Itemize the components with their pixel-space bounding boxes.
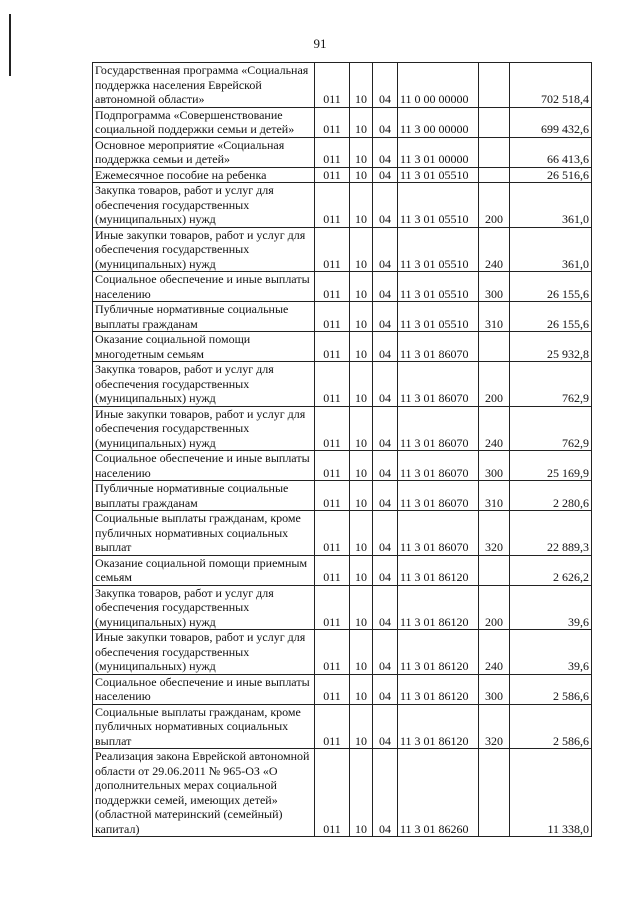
amount: 39,6	[510, 630, 592, 675]
table-row	[93, 749, 592, 837]
subsection-code: 04	[373, 183, 398, 228]
row-name: Социальные выплаты гражданам, кроме публичных нормативных социальных выплат	[93, 704, 315, 749]
section-code: 10	[350, 451, 373, 481]
table-row	[93, 362, 592, 407]
section-code: 10	[350, 227, 373, 272]
amount: 762,9	[510, 406, 592, 451]
subsection-code: 04	[373, 167, 398, 183]
ministry-code: 011	[315, 137, 350, 167]
expense-type-code	[479, 749, 510, 837]
expense-type-code: 320	[479, 511, 510, 556]
ministry-code: 011	[315, 183, 350, 228]
target-article-code: 11 3 01 86070	[398, 451, 479, 481]
target-article-code: 11 3 01 86070	[398, 332, 479, 362]
budget-table-body	[93, 63, 592, 837]
table-row	[93, 167, 592, 183]
ministry-code: 011	[315, 272, 350, 302]
ministry-code: 011	[315, 585, 350, 630]
row-name: Оказание социальной помощи многодетным семьям	[93, 332, 315, 362]
expense-type-code	[479, 63, 510, 108]
row-name: Иные закупки товаров, работ и услуг для обеспечения государственных (муниципальных) нужд	[93, 406, 315, 451]
ministry-code: 011	[315, 704, 350, 749]
target-article-code: 11 3 01 05510	[398, 227, 479, 272]
expense-type-code: 300	[479, 451, 510, 481]
row-name: Оказание социальной помощи приемным семьям	[93, 555, 315, 585]
ministry-code: 011	[315, 227, 350, 272]
target-article-code: 11 3 01 86260	[398, 749, 479, 837]
target-article-code: 11 3 01 05510	[398, 167, 479, 183]
row-name: Закупка товаров, работ и услуг для обеспечения государственных (муниципальных) нужд	[93, 362, 315, 407]
target-article-code: 11 0 00 00000	[398, 63, 479, 108]
expense-type-code: 240	[479, 227, 510, 272]
row-name: Реализация закона Еврейской автономной области от 29.06.2011 № 965-ОЗ «О дополнительных мерах социальной поддержки семей, имеющих детей» (областной материнский (семейный) капитал)	[93, 749, 315, 837]
table-row	[93, 704, 592, 749]
expense-type-code	[479, 107, 510, 137]
expense-type-code: 200	[479, 183, 510, 228]
target-article-code: 11 3 01 86070	[398, 481, 479, 511]
ministry-code: 011	[315, 451, 350, 481]
subsection-code: 04	[373, 749, 398, 837]
section-code: 10	[350, 481, 373, 511]
amount: 66 413,6	[510, 137, 592, 167]
amount: 22 889,3	[510, 511, 592, 556]
subsection-code: 04	[373, 555, 398, 585]
subsection-code: 04	[373, 272, 398, 302]
amount: 39,6	[510, 585, 592, 630]
subsection-code: 04	[373, 332, 398, 362]
section-code: 10	[350, 107, 373, 137]
amount: 26 155,6	[510, 302, 592, 332]
expense-type-code: 240	[479, 630, 510, 675]
section-code: 10	[350, 555, 373, 585]
row-name: Социальные выплаты гражданам, кроме публичных нормативных социальных выплат	[93, 511, 315, 556]
amount: 2 280,6	[510, 481, 592, 511]
table-row	[93, 272, 592, 302]
table-row	[93, 107, 592, 137]
table-row	[93, 555, 592, 585]
expense-type-code	[479, 555, 510, 585]
section-code: 10	[350, 63, 373, 108]
table-row	[93, 227, 592, 272]
target-article-code: 11 3 01 86120	[398, 704, 479, 749]
table-row	[93, 674, 592, 704]
section-code: 10	[350, 302, 373, 332]
subsection-code: 04	[373, 406, 398, 451]
ministry-code: 011	[315, 63, 350, 108]
subsection-code: 04	[373, 302, 398, 332]
subsection-code: 04	[373, 137, 398, 167]
subsection-code: 04	[373, 481, 398, 511]
expense-type-code: 310	[479, 302, 510, 332]
amount: 25 932,8	[510, 332, 592, 362]
subsection-code: 04	[373, 674, 398, 704]
table-row	[93, 406, 592, 451]
page-number: 91	[313, 36, 327, 51]
amount: 762,9	[510, 362, 592, 407]
target-article-code: 11 3 01 86120	[398, 630, 479, 675]
table-row	[93, 511, 592, 556]
table-row	[93, 585, 592, 630]
amount: 361,0	[510, 183, 592, 228]
expense-type-code: 310	[479, 481, 510, 511]
table-row	[93, 481, 592, 511]
ministry-code: 011	[315, 674, 350, 704]
target-article-code: 11 3 01 05510	[398, 302, 479, 332]
subsection-code: 04	[373, 63, 398, 108]
row-name: Закупка товаров, работ и услуг для обеспечения государственных (муниципальных) нужд	[93, 183, 315, 228]
amount: 25 169,9	[510, 451, 592, 481]
section-code: 10	[350, 332, 373, 362]
ministry-code: 011	[315, 511, 350, 556]
subsection-code: 04	[373, 704, 398, 749]
amount: 26 155,6	[510, 272, 592, 302]
target-article-code: 11 3 01 05510	[398, 272, 479, 302]
table-row	[93, 451, 592, 481]
section-code: 10	[350, 749, 373, 837]
row-name: Социальное обеспечение и иные выплаты населению	[93, 272, 315, 302]
table-row	[93, 332, 592, 362]
subsection-code: 04	[373, 585, 398, 630]
row-name: Основное мероприятие «Социальная поддержка семьи и детей»	[93, 137, 315, 167]
ministry-code: 011	[315, 362, 350, 407]
expense-type-code: 200	[479, 362, 510, 407]
expense-type-code: 200	[479, 585, 510, 630]
row-name: Публичные нормативные социальные выплаты гражданам	[93, 481, 315, 511]
subsection-code: 04	[373, 451, 398, 481]
amount: 2 586,6	[510, 704, 592, 749]
section-code: 10	[350, 674, 373, 704]
row-name: Закупка товаров, работ и услуг для обеспечения государственных (муниципальных) нужд	[93, 585, 315, 630]
ministry-code: 011	[315, 302, 350, 332]
row-name: Иные закупки товаров, работ и услуг для обеспечения государственных (муниципальных) нужд	[93, 227, 315, 272]
ministry-code: 011	[315, 167, 350, 183]
target-article-code: 11 3 01 86120	[398, 555, 479, 585]
expense-type-code: 300	[479, 674, 510, 704]
table-row	[93, 630, 592, 675]
expense-type-code: 240	[479, 406, 510, 451]
section-code: 10	[350, 167, 373, 183]
subsection-code: 04	[373, 227, 398, 272]
expense-type-code	[479, 332, 510, 362]
target-article-code: 11 3 00 00000	[398, 107, 479, 137]
table-row	[93, 302, 592, 332]
ministry-code: 011	[315, 332, 350, 362]
target-article-code: 11 3 01 86120	[398, 585, 479, 630]
amount: 2 586,6	[510, 674, 592, 704]
amount: 11 338,0	[510, 749, 592, 837]
amount: 2 626,2	[510, 555, 592, 585]
table-row	[93, 137, 592, 167]
expense-type-code	[479, 167, 510, 183]
row-name: Социальное обеспечение и иные выплаты населению	[93, 451, 315, 481]
section-code: 10	[350, 362, 373, 407]
row-name: Иные закупки товаров, работ и услуг для обеспечения государственных (муниципальных) нужд	[93, 630, 315, 675]
expense-type-code: 320	[479, 704, 510, 749]
ministry-code: 011	[315, 481, 350, 511]
section-code: 10	[350, 704, 373, 749]
amount: 702 518,4	[510, 63, 592, 108]
target-article-code: 11 3 01 86070	[398, 362, 479, 407]
section-code: 10	[350, 585, 373, 630]
ministry-code: 011	[315, 107, 350, 137]
expense-type-code: 300	[479, 272, 510, 302]
target-article-code: 11 3 01 86070	[398, 511, 479, 556]
subsection-code: 04	[373, 362, 398, 407]
amount: 699 432,6	[510, 107, 592, 137]
ministry-code: 011	[315, 749, 350, 837]
row-name: Социальное обеспечение и иные выплаты населению	[93, 674, 315, 704]
row-name: Публичные нормативные социальные выплаты гражданам	[93, 302, 315, 332]
amount: 26 516,6	[510, 167, 592, 183]
budget-table	[92, 62, 592, 837]
target-article-code: 11 3 01 86120	[398, 674, 479, 704]
table-row	[93, 63, 592, 108]
row-name: Ежемесячное пособие на ребенка	[93, 167, 315, 183]
row-name: Подпрограмма «Совершенствование социальной поддержки семьи и детей»	[93, 107, 315, 137]
target-article-code: 11 3 01 00000	[398, 137, 479, 167]
target-article-code: 11 3 01 05510	[398, 183, 479, 228]
amount: 361,0	[510, 227, 592, 272]
subsection-code: 04	[373, 630, 398, 675]
target-article-code: 11 3 01 86070	[398, 406, 479, 451]
section-code: 10	[350, 630, 373, 675]
expense-type-code	[479, 137, 510, 167]
section-code: 10	[350, 406, 373, 451]
row-name: Государственная программа «Социальная поддержка населения Еврейской автономной области»	[93, 63, 315, 108]
subsection-code: 04	[373, 107, 398, 137]
section-code: 10	[350, 137, 373, 167]
section-code: 10	[350, 272, 373, 302]
table-row	[93, 183, 592, 228]
section-code: 10	[350, 183, 373, 228]
ministry-code: 011	[315, 630, 350, 675]
ministry-code: 011	[315, 555, 350, 585]
subsection-code: 04	[373, 511, 398, 556]
ministry-code: 011	[315, 406, 350, 451]
section-code: 10	[350, 511, 373, 556]
